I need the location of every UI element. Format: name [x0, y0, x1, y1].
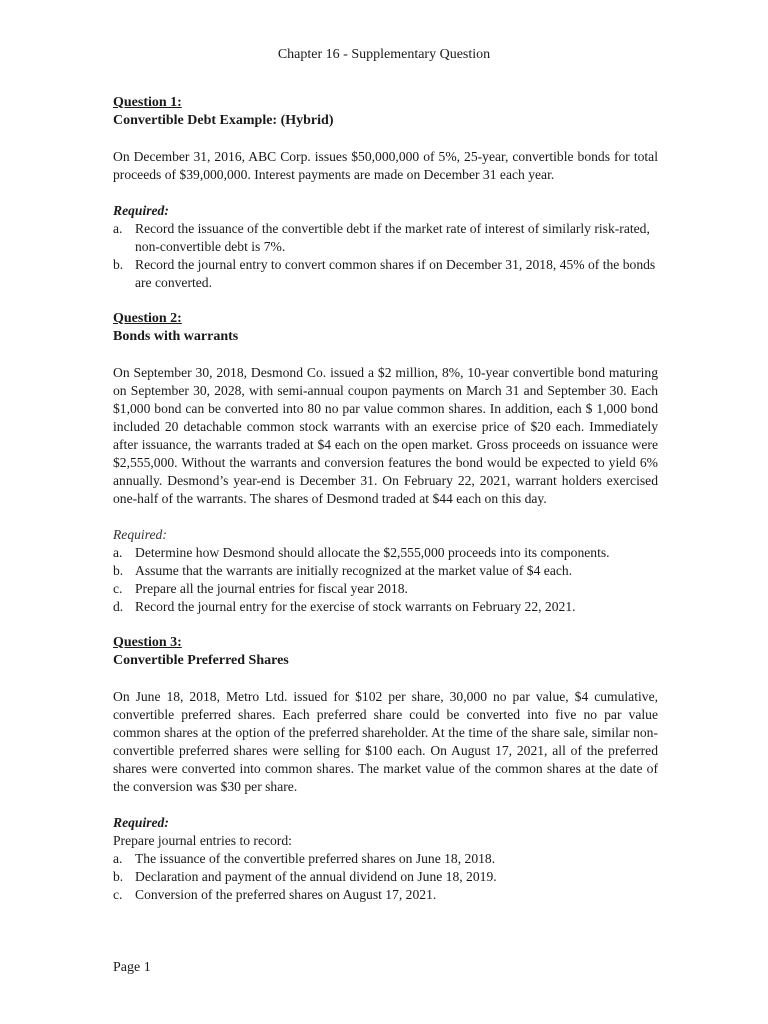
item-text: Conversion of the preferred shares on August 17, 2021. [135, 887, 437, 902]
question-1-body: On December 31, 2016, ABC Corp. issues $50,000,000 of 5%, 25-year, convertible bonds for total proceeds of $39,000,000. Interest payments are made on December 31 each year. [113, 149, 658, 182]
question-1-subtitle: Convertible Debt Example: (Hybrid) [113, 113, 334, 128]
item-text: Declaration and payment of the annual dividend on June 18, 2019. [135, 869, 497, 884]
question-2-body: On September 30, 2018, Desmond Co. issued a $2 million, 8%, 10-year convertible bond maturing on September 30, 2028, with semi-annual coupon payments on March 31 and September 30. Each $1,000 bond can be converted into 80 no par value common shares. In addition, each $ 1,000 bond included 20 detachable common stock warrants with an exercise price of $20 each. Immediately after issuance, the warrants traded at $4 each on the open market. Gross proceeds on issuance were $2,555,000. Without the warrants and conversion features the bond would be expected to yield 6% annually. Desmond’s year-end is December 31. On February 22, 2021, warrant holders exercised one-half of the warrants. The shares of Desmond traded at $44 each on this day. [113, 365, 658, 506]
item-marker: d. [113, 599, 124, 614]
requirement-item [113, 598, 658, 616]
requirement-item [113, 886, 658, 904]
question-1 [113, 94, 658, 292]
requirement-item [113, 256, 658, 292]
page-number: Page 1 [113, 960, 151, 975]
item-marker: a. [113, 545, 123, 560]
item-marker: b. [113, 869, 124, 884]
requirement-item [113, 580, 658, 598]
document-body [113, 94, 658, 904]
chapter-title: Chapter 16 - Supplementary Question [277, 47, 491, 62]
question-2-label: Question 2: [113, 311, 182, 326]
question-3-subtitle: Convertible Preferred Shares [113, 653, 289, 668]
item-text: Assume that the warrants are initially recognized at the market value of $4 each. [135, 563, 573, 578]
requirement-item [113, 868, 658, 886]
item-marker: c. [113, 887, 123, 902]
item-marker: c. [113, 581, 123, 596]
requirement-item [113, 562, 658, 580]
item-marker: a. [113, 221, 123, 236]
question-1-requirements [113, 220, 658, 292]
page-header [0, 47, 768, 63]
requirement-item [113, 544, 658, 562]
page-footer [113, 960, 151, 976]
item-text: Record the journal entry to convert common shares if on December 31, 2018, 45% of the bonds are converted. [135, 257, 656, 290]
question-2 [113, 310, 658, 616]
question-2-required-label: Required: [113, 527, 167, 542]
item-marker: b. [113, 563, 124, 578]
question-2-subtitle: Bonds with warrants [113, 329, 239, 344]
item-text: Determine how Desmond should allocate the $2,555,000 proceeds into its components. [135, 545, 610, 560]
question-1-label: Question 1: [113, 95, 182, 110]
question-3-label: Question 3: [113, 635, 182, 650]
item-marker: b. [113, 257, 124, 272]
question-3-intro: Prepare journal entries to record: [113, 833, 292, 848]
item-text: Record the journal entry for the exercise of stock warrants on February 22, 2021. [135, 599, 576, 614]
question-3-body: On June 18, 2018, Metro Ltd. issued for $102 per share, 30,000 no par value, $4 cumulative, convertible preferred shares. Each preferred share could be converted into five no par value common shares at the option of the preferred shareholder. At the time of the share sale, similar non-convertible preferred shares were selling for $100 each. On August 17, 2021, all of the preferred shares were converted into common shares. The market value of the common shares at the date of the conversion was $30 per share. [113, 689, 658, 794]
question-3-requirements [113, 850, 658, 904]
requirement-item [113, 220, 658, 256]
question-3-required-label: Required: [113, 815, 169, 830]
item-text: Prepare all the journal entries for fiscal year 2018. [135, 581, 408, 596]
requirement-item [113, 850, 658, 868]
item-text: The issuance of the convertible preferred shares on June 18, 2018. [135, 851, 496, 866]
item-marker: a. [113, 851, 123, 866]
question-3 [113, 634, 658, 904]
question-2-requirements [113, 544, 658, 616]
question-1-required-label: Required: [113, 203, 169, 218]
item-text: Record the issuance of the convertible debt if the market rate of interest of similarly risk-rated, non-convertible debt is 7%. [135, 221, 650, 254]
